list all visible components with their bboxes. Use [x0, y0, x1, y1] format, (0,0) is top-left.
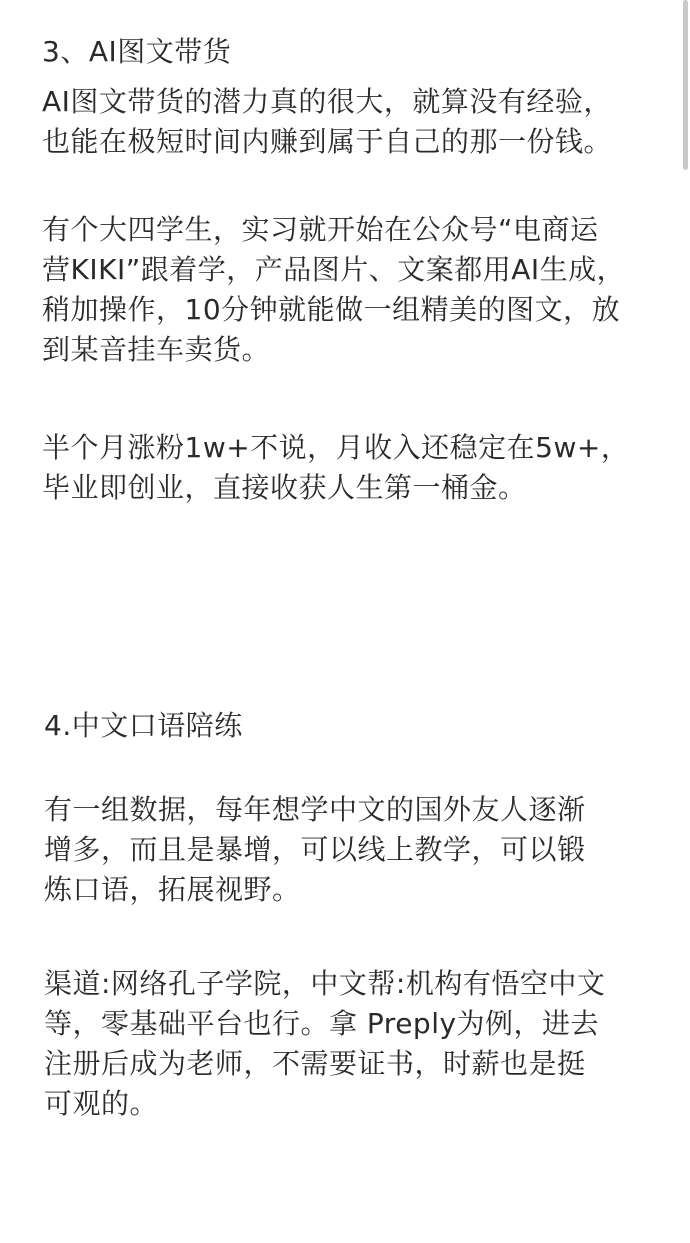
section-4-paragraph-2 — [44, 964, 605, 1124]
text-line: 也能在极短时间内赚到属于自己的那一份钱。 — [42, 125, 613, 158]
section-3-title: 3、AI图文带货 — [42, 35, 232, 68]
section-4-title: 4.中文口语陪练 — [44, 709, 243, 742]
text-line: 毕业即创业，直接收获人生第一桶金。 — [42, 471, 527, 504]
section-3-paragraph-1 — [42, 82, 612, 162]
text-line: 增多，而且是暴增，可以线上教学，可以锻 — [44, 833, 586, 866]
text-line: 半个月涨粉1w+不说，月收入还稳定在5w+， — [42, 431, 630, 464]
text-line: 炼口语，拓展视野。 — [44, 873, 301, 906]
text-line: 等，零基础平台也行。拿 Preply为例，进去 — [44, 1007, 600, 1040]
text-line: 可观的。 — [44, 1087, 159, 1120]
text-line: AI图文带货的潜力真的很大，就算没有经验， — [42, 85, 612, 118]
text-line: 渠道:网络孔子学院，中文帮:机构有悟空中文 — [44, 967, 606, 1000]
section-4-paragraph-1 — [44, 790, 586, 910]
text-line: 营KIKI”跟着学，产品图片、文案都用AI生成， — [42, 253, 626, 286]
section-3-paragraph-3 — [42, 428, 629, 508]
text-line: 有一组数据，每年想学中文的国外友人逐渐 — [44, 793, 586, 826]
text-line: 到某音挂车卖货。 — [42, 333, 271, 366]
text-line: 有个大四学生，实习就开始在公众号“电商运 — [42, 213, 599, 246]
text-line: 稍加操作，10分钟就能做一组精美的图文，放 — [42, 293, 621, 326]
text-line: 注册后成为老师，不需要证书，时薪也是挺 — [44, 1047, 586, 1080]
scrollbar[interactable] — [683, 0, 688, 170]
section-3-paragraph-2 — [42, 210, 625, 370]
